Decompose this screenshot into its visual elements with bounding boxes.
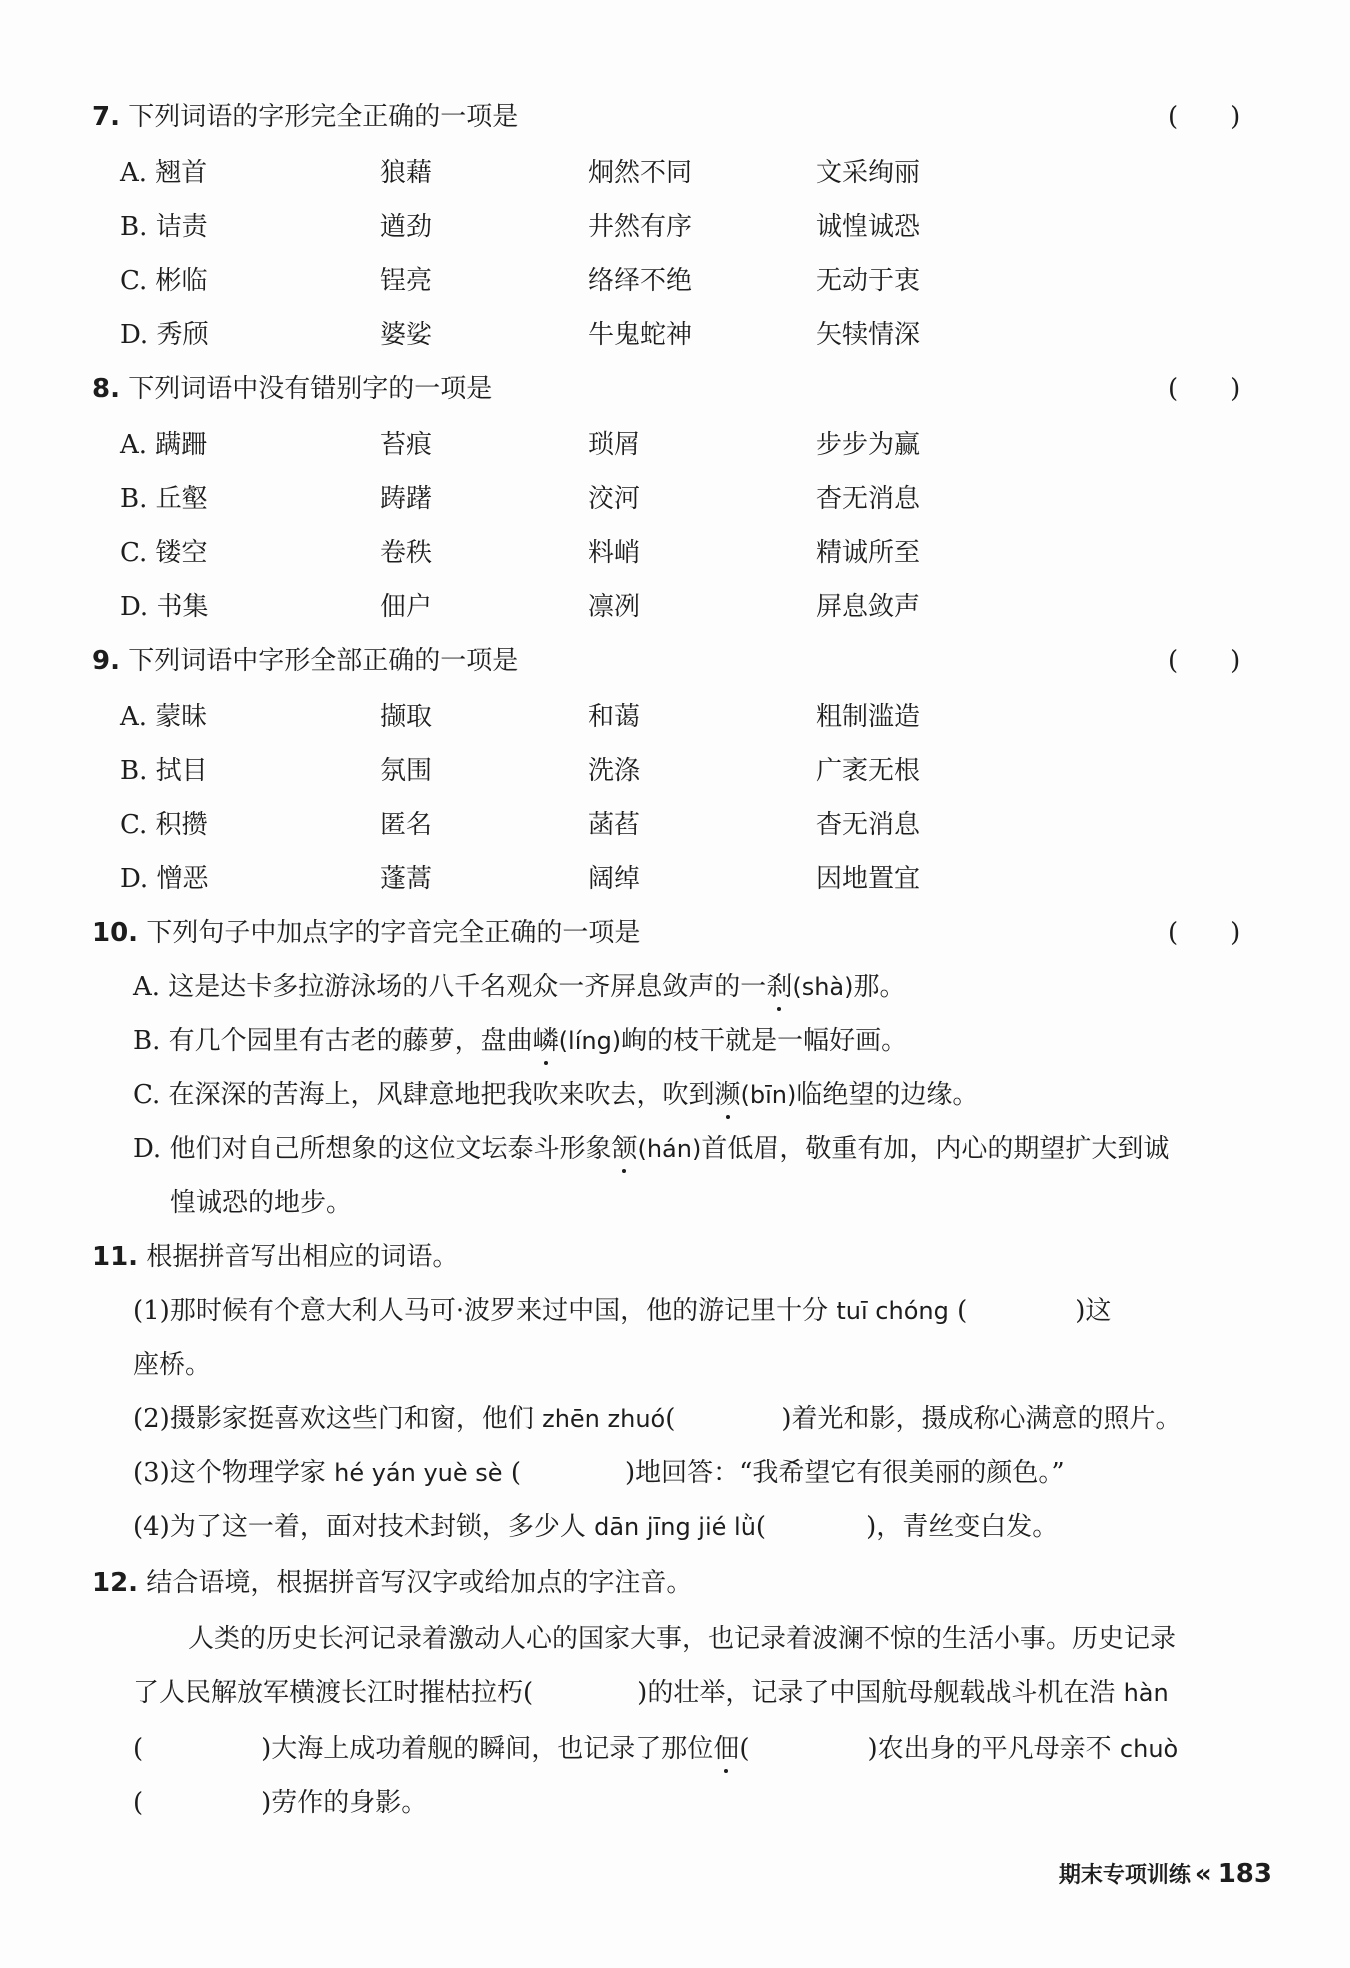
option-label: C. 镂空 xyxy=(120,538,208,568)
option-word: 撷取 xyxy=(380,702,433,732)
sentence-text: 峋的枝干就是一幅好画。 xyxy=(621,1026,908,1056)
question-number: 8. xyxy=(92,374,120,404)
option-word: 矢犊情深 xyxy=(816,320,921,350)
option-d-continuation: 惶诚恐的地步。 xyxy=(170,1188,353,1218)
question-12-title xyxy=(92,1562,692,1599)
option-word: 屏息敛声 xyxy=(816,592,921,622)
option-word: 遒劲 xyxy=(380,212,433,242)
pinyin: zhēn zhuó xyxy=(542,1405,666,1433)
question-text: 根据拼音写出相应的词语。 xyxy=(146,1242,459,1272)
sentence-text: )这 xyxy=(1075,1296,1112,1326)
option-label: B. 丘壑 xyxy=(120,484,208,514)
sentence-text: (2)摄影家挺喜欢这些门和窗，他们 xyxy=(133,1404,534,1434)
option-word: 因地置宜 xyxy=(816,864,921,894)
option-word: 氛围 xyxy=(380,756,433,786)
question-number: 12. xyxy=(92,1568,139,1598)
sentence-text: C. 在深深的苦海上，风肆意地把我吹来吹去，吹到 xyxy=(133,1080,715,1110)
pinyin: hé yán yuè sè xyxy=(334,1459,503,1487)
option-word: 粗制滥造 xyxy=(816,702,921,732)
question-number: 7. xyxy=(92,102,120,132)
option-word: 狼藉 xyxy=(380,158,433,188)
blank-open: ( xyxy=(133,1734,144,1764)
blank-open: ( xyxy=(665,1404,676,1434)
sentence-text: B. 有几个园里有古老的藤萝，盘曲 xyxy=(133,1026,533,1056)
option-word: 络绎不绝 xyxy=(588,266,693,296)
option-word: 蓬蒿 xyxy=(380,864,433,894)
dotted-char: 嶙 xyxy=(533,1020,559,1057)
option-word: 井然有序 xyxy=(588,212,693,242)
option-word: 广袤无根 xyxy=(816,756,921,786)
option-word: 诚惶诚恐 xyxy=(816,212,921,242)
option-label: C. 积攒 xyxy=(120,810,208,840)
option-word: 琐屑 xyxy=(588,430,641,460)
passage-text: 了人民解放军横渡长江时摧枯拉朽 xyxy=(133,1678,524,1708)
option-word: 步步为赢 xyxy=(816,430,921,460)
option-word: 锃亮 xyxy=(380,266,433,296)
question-9-title xyxy=(92,640,518,677)
page-number: 183 xyxy=(1217,1859,1272,1889)
answer-paren: ( ) xyxy=(1168,918,1241,948)
option-word: 精诚所至 xyxy=(816,538,921,568)
pinyin: (líng) xyxy=(558,1027,622,1055)
blank-open: ( xyxy=(739,1734,750,1764)
passage-line-2 xyxy=(133,1672,1169,1709)
question-8-title xyxy=(92,368,492,405)
question-11-title xyxy=(92,1236,458,1273)
option-b-sentence xyxy=(133,1020,907,1057)
dotted-char: 颔 xyxy=(611,1128,637,1165)
passage-text: )大海上成功着舰的瞬间，也记录了那位 xyxy=(261,1734,714,1764)
pinyin: chuò xyxy=(1119,1735,1179,1763)
question-7-title xyxy=(92,96,518,133)
option-label: D. 秀颀 xyxy=(120,320,209,350)
passage-line-1: 人类的历史长河记录着激动人心的国家大事，也记录着波澜不惊的生活小事。历史记录 xyxy=(188,1624,1177,1654)
blank-open: ( xyxy=(510,1458,521,1488)
question-text: 下列词语中没有错别字的一项是 xyxy=(128,374,493,404)
option-word: 苔痕 xyxy=(380,430,433,460)
q11-item-2 xyxy=(133,1398,1182,1435)
dotted-char: 濒 xyxy=(715,1074,741,1111)
q11-item-1-continuation: 座桥。 xyxy=(133,1350,212,1380)
sentence-text: )着光和影，摄成称心满意的照片。 xyxy=(781,1404,1182,1434)
option-word: 炯然不同 xyxy=(588,158,693,188)
pinyin: (shà) xyxy=(792,973,854,1001)
sentence-text: (1)那时候有个意大利人马可·波罗来过中国，他的游记里十分 xyxy=(133,1296,829,1326)
blank-open: ( xyxy=(523,1678,534,1708)
question-text: 下列词语中字形全部正确的一项是 xyxy=(128,646,519,676)
option-label: C. 彬临 xyxy=(120,266,208,296)
page-footer xyxy=(1059,1858,1272,1889)
option-label: D. 书集 xyxy=(120,592,209,622)
option-word: 踌躇 xyxy=(380,484,433,514)
option-word: 菡萏 xyxy=(588,810,641,840)
option-word: 佃户 xyxy=(380,592,433,622)
answer-paren: ( ) xyxy=(1168,646,1241,676)
pinyin: tuī chóng xyxy=(836,1297,949,1325)
option-label: B. 诘责 xyxy=(120,212,208,242)
q11-item-3 xyxy=(133,1452,1065,1489)
option-word: 文采绚丽 xyxy=(816,158,921,188)
option-a-sentence xyxy=(133,966,906,1003)
sentence-text: (3)这个物理学家 xyxy=(133,1458,326,1488)
question-number: 9. xyxy=(92,646,120,676)
sentence-text: )，青丝变白发。 xyxy=(866,1512,1059,1542)
option-word: 婆娑 xyxy=(380,320,433,350)
question-text: 下列句子中加点字的字音完全正确的一项是 xyxy=(146,918,641,948)
dotted-char: 佃 xyxy=(713,1728,739,1765)
option-word: 杳无消息 xyxy=(816,484,921,514)
q11-item-1 xyxy=(133,1290,1111,1327)
dotted-char: 刹 xyxy=(766,966,792,1003)
sentence-text: )地回答：“我希望它有很美丽的颜色。” xyxy=(624,1458,1065,1488)
passage-text: )农出身的平凡母亲不 xyxy=(867,1734,1112,1764)
sentence-text: D. 他们对自己所想象的这位文坛泰斗形象 xyxy=(133,1134,612,1164)
question-text: 结合语境，根据拼音写汉字或给加点的字注音。 xyxy=(146,1568,693,1598)
option-d-sentence xyxy=(133,1128,1169,1165)
sentence-text: 首低眉，敬重有加，内心的期望扩大到诚 xyxy=(701,1134,1170,1164)
question-number: 11. xyxy=(92,1242,139,1272)
sentence-text: 临绝望的边缘。 xyxy=(796,1080,979,1110)
question-10-title xyxy=(92,912,640,949)
pinyin: (bīn) xyxy=(740,1081,797,1109)
section-title: 期末专项训练 xyxy=(1058,1863,1191,1888)
option-word: 牛鬼蛇神 xyxy=(588,320,693,350)
option-label: B. 拭目 xyxy=(120,756,208,786)
q11-item-4 xyxy=(133,1506,1058,1543)
question-text: 下列词语的字形完全正确的一项是 xyxy=(128,102,519,132)
sentence-text: 那。 xyxy=(853,972,906,1002)
option-word: 阔绰 xyxy=(588,864,641,894)
question-number: 10. xyxy=(92,918,139,948)
option-word: 杳无消息 xyxy=(816,810,921,840)
answer-paren: ( ) xyxy=(1168,374,1241,404)
option-word: 匿名 xyxy=(380,810,433,840)
pinyin: hàn xyxy=(1123,1679,1169,1707)
option-label: A. 蹒跚 xyxy=(120,430,208,460)
sentence-text: A. 这是达卡多拉游泳场的八千名观众一齐屏息敛声的一 xyxy=(133,972,767,1002)
answer-paren: ( ) xyxy=(1168,102,1241,132)
double-chevron-icon: « xyxy=(1194,1859,1212,1889)
blank-open: ( xyxy=(957,1296,968,1326)
option-label: A. 翘首 xyxy=(120,158,208,188)
option-label: D. 憎恶 xyxy=(120,864,209,894)
option-label: A. 蒙昧 xyxy=(120,702,208,732)
option-word: 洨河 xyxy=(588,484,641,514)
option-word: 洗涤 xyxy=(588,756,641,786)
option-word: 和蔼 xyxy=(588,702,641,732)
sentence-text: (4)为了这一着，面对技术封锁，多少人 xyxy=(133,1512,586,1542)
option-word: 无动于衷 xyxy=(816,266,921,296)
pinyin: (hán) xyxy=(637,1135,702,1163)
option-c-sentence xyxy=(133,1074,978,1111)
passage-text: )的壮举，记录了中国航母舰载战斗机在浩 xyxy=(637,1678,1116,1708)
blank-open: ( xyxy=(755,1512,767,1542)
option-word: 凛冽 xyxy=(588,592,641,622)
option-word: 料峭 xyxy=(588,538,641,568)
pinyin: dān jīng jié lǜ xyxy=(594,1513,756,1541)
option-word: 卷秩 xyxy=(380,538,433,568)
passage-text: )劳作的身影。 xyxy=(261,1788,428,1818)
passage-line-4 xyxy=(133,1782,427,1819)
blank-open: ( xyxy=(133,1788,144,1818)
passage-line-3 xyxy=(133,1728,1178,1765)
